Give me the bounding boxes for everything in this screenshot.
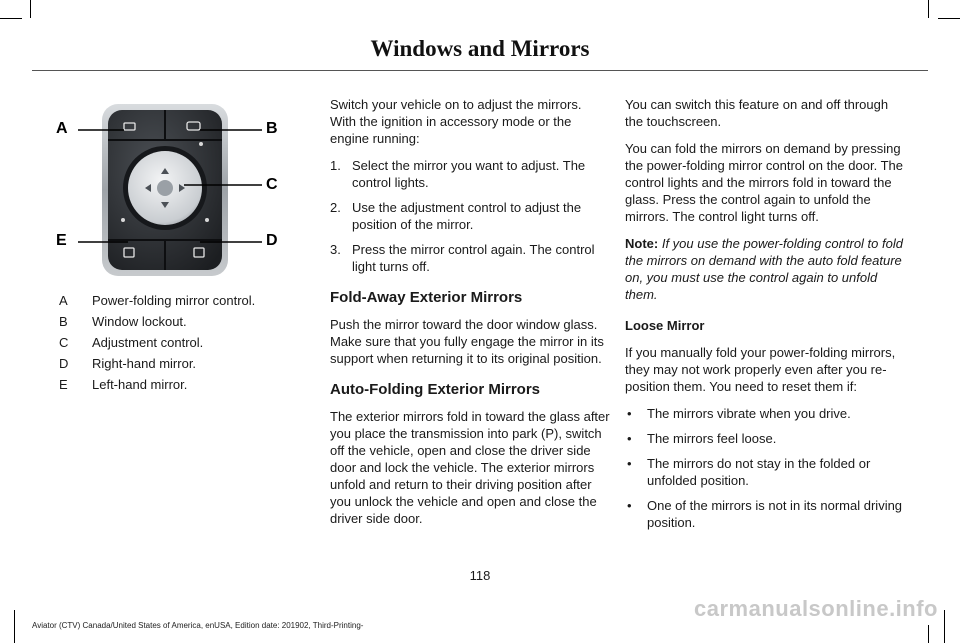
callout-d: D [266,232,278,249]
bullet-mark: • [627,406,632,421]
note-text: If you use the power-folding control to fold the mirrors on demand with the auto fold feature on, you must use the control again to unfold them. [625,236,903,302]
step-item [330,199,610,233]
bullet-item [625,455,905,489]
column-middle [330,96,610,537]
page-title: Windows and Mirrors [370,36,590,61]
legend-key: D [59,356,69,371]
callout-e: E [56,232,67,249]
step-number: 3. [330,242,341,257]
legend-row [52,332,292,353]
legend-key: A [59,293,68,308]
column-right [625,96,905,539]
footer-edition-info: Aviator (CTV) Canada/United States of America, enUSA, Edition date: 201902, Third-Printing- [32,621,364,630]
legend-row [52,353,292,374]
callout-a: A [56,120,68,137]
step-number: 2. [330,200,341,215]
crop-mark [928,0,929,18]
callout-b: B [266,120,278,137]
auto-folding-paragraph: The exterior mirrors fold in toward the glass after you place the transmission into park (P), switch off the vehicle, open and close the driver side door and lock the vehicle. The exterior mirrors unfold and return to their driving position after you unlock the vehicle and open and close the driver side door. [330,409,610,526]
bullet-mark: • [627,498,632,513]
step-item [330,241,610,275]
legend-key: E [59,377,68,392]
header-rule [32,70,928,71]
page-number: 118 [469,568,491,583]
feature-toggle-paragraph: You can switch this feature on and off through the touchscreen. [625,97,889,129]
loose-mirror-paragraph: If you manually fold your power-folding mirrors, they may not work properly even after you re-position them. You need to reset them if: [625,345,896,394]
crop-mark [0,18,22,19]
intro-paragraph: Switch your vehicle on to adjust the mirrors. With the ignition in accessory mode or the engine running: [330,97,582,146]
legend-text: Left-hand mirror. [92,377,188,392]
section-heading-auto-folding: Auto-Folding Exterior Mirrors [330,381,540,398]
section-heading-loose-mirror: Loose Mirror [625,318,705,333]
crop-mark [14,610,15,643]
crop-mark [928,625,929,643]
step-item [330,157,610,191]
crop-mark [938,18,960,19]
legend-text: Adjustment control. [92,335,204,350]
bullet-text: The mirrors vibrate when you drive. [647,406,851,421]
bullet-mark: • [627,456,632,471]
bullet-item [625,405,905,422]
legend-text: Power-folding mirror control. [92,293,256,308]
note-label: Note: [625,236,659,251]
section-heading-fold-away: Fold-Away Exterior Mirrors [330,289,523,306]
note-paragraph [625,235,905,303]
watermark: carmanualsonline.info [694,596,938,621]
crop-mark [30,0,31,18]
legend-row [52,374,292,395]
legend-text: Right-hand mirror. [92,356,197,371]
legend-key: C [59,335,69,350]
legend-text: Window lockout. [92,314,187,329]
mirror-control-figure [50,96,295,281]
bullet-item [625,430,905,447]
step-text: Use the adjustment control to adjust the position of the mirror. [352,200,582,232]
bullet-mark: • [627,431,632,446]
callout-c: C [266,176,278,193]
step-number: 1. [330,158,341,173]
crop-mark [944,610,945,643]
fold-away-paragraph: Push the mirror toward the door window glass. Make sure that you fully engage the mirror in its support when returning it to its original position. [330,317,604,366]
bullet-text: The mirrors do not stay in the folded or unfolded position. [647,456,871,488]
bullet-text: One of the mirrors is not in its normal driving position. [647,498,903,530]
step-text: Select the mirror you want to adjust. The control lights. [352,158,586,190]
legend-row [52,311,292,332]
step-text: Press the mirror control again. The control light turns off. [352,242,595,274]
fold-on-demand-paragraph: You can fold the mirrors on demand by pressing the power-folding mirror control on the door. The control lights and the mirrors fold in toward the glass. Press the control again to unfold the mirrors. The control light turns off. [625,141,903,224]
bullet-text: The mirrors feel loose. [647,431,777,446]
figure-legend [52,290,292,395]
legend-row [52,290,292,311]
legend-key: B [59,314,68,329]
bullet-item [625,497,905,531]
mirror-control-illustration [50,96,295,281]
